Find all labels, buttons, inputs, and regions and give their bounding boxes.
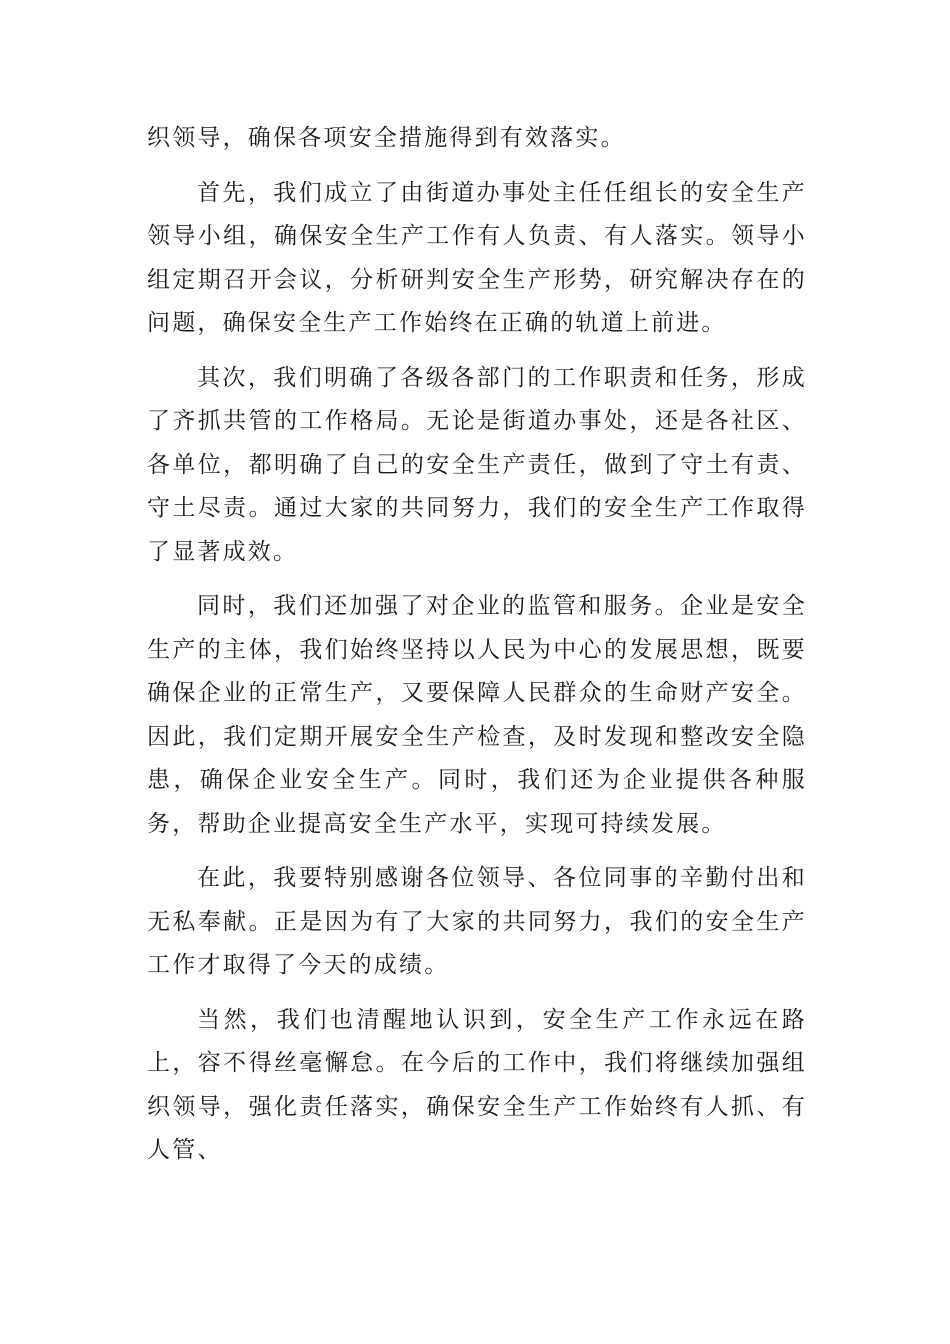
paragraph-leadership-group: 首先，我们成立了由街道办事处主任任组长的安全生产领导小组，确保安全生产工作有人负责、有人落实。领导小组定期召开会议，分析研判安全生产形势，研究解决存在的问题，确保安全生产工作始终在正确的轨道上前进。 — [147, 179, 807, 336]
paragraph-continued: 织领导，确保各项安全措施得到有效落实。 — [147, 125, 626, 151]
paragraph-enterprise-supervision: 同时，我们还加强了对企业的监管和服务。企业是安全生产的主体，我们始终坚持以人民为中心的发展思想，既要确保企业的正常生产，又要保障人民群众的生命财产安全。因此，我们定期开展安全生产检查，及时发现和整改安全隐患，确保企业安全生产。同时，我们还为企业提供各种服务，帮助企业提高安全生产水平，实现可持续发展。 — [147, 593, 807, 837]
paragraph-thanks: 在此，我要特别感谢各位领导、各位同事的辛勤付出和无私奉献。正是因为有了大家的共同努力，我们的安全生产工作才取得了今天的成绩。 — [147, 865, 807, 978]
paragraph-responsibilities: 其次，我们明确了各级各部门的工作职责和任务，形成了齐抓共管的工作格局。无论是街道办事处，还是各社区、各单位，都明确了自己的安全生产责任，做到了守土有责、守土尽责。通过大家的共同努力，我们的安全生产工作取得了显著成效。 — [147, 364, 807, 565]
paragraph-outlook: 当然，我们也清醒地认识到，安全生产工作永远在路上，容不得丝毫懈怠。在今后的工作中，我们将继续加强组织领导，强化责任落实，确保安全生产工作始终有人抓、有人管、 — [147, 1006, 807, 1163]
document-body — [147, 117, 807, 1184]
